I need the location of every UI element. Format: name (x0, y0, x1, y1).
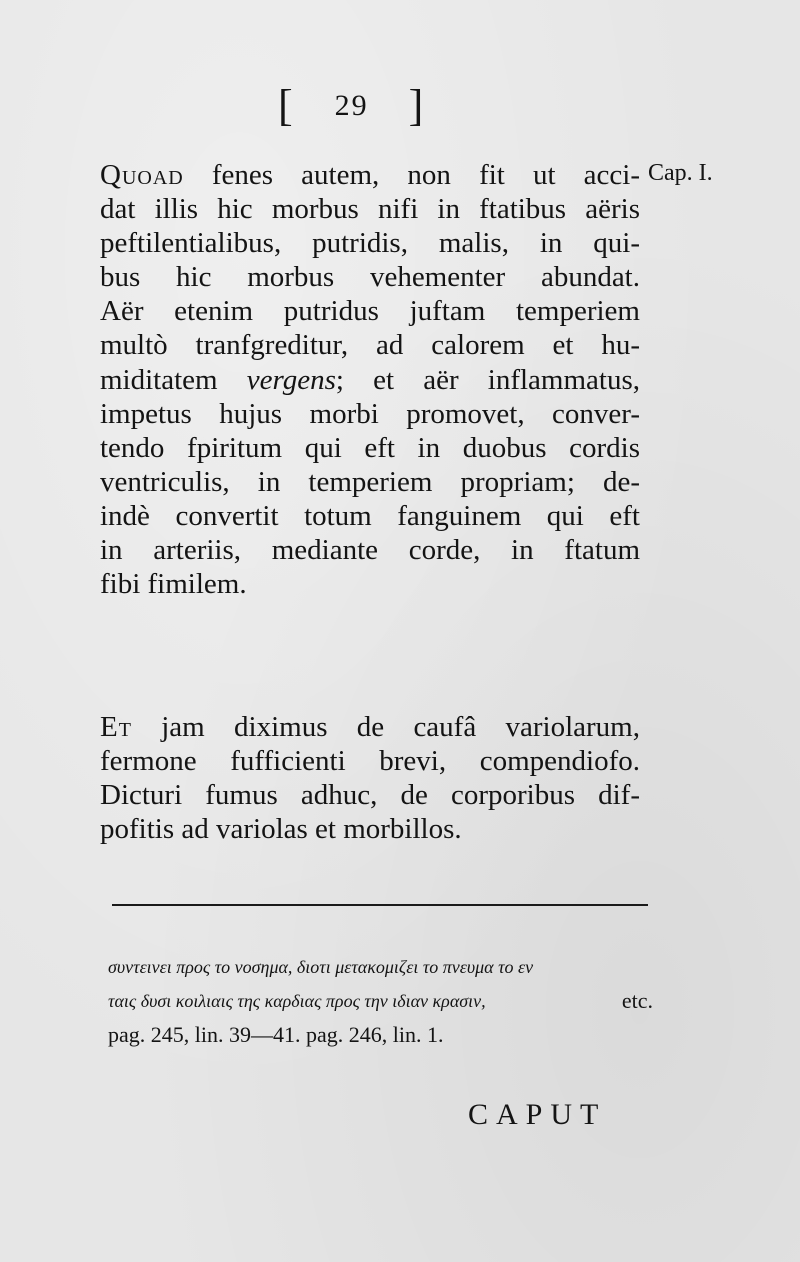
paragraph-2 (100, 710, 640, 846)
page-reference: pag. 245, lin. 39—41. pag. 246, lin. 1. (108, 1022, 444, 1047)
footnote-rule (112, 904, 648, 906)
greek-line: συντεινει προς το νοσημα, διοτι μετακομιζει το πνευμα το εν (108, 957, 534, 977)
page-number-header (278, 80, 425, 131)
text-line: indè convertit totum fanguinem qui eft (100, 499, 640, 532)
footnote (108, 950, 653, 1052)
text-line: impetus hujus morbi promovet, conver- (100, 397, 640, 430)
text-line: dat illis hic morbus nifi in ftatibus aëris (100, 193, 640, 226)
bracket-close: ] (408, 81, 426, 130)
text-line: Dicturi fumus adhuc, de corporibus dif- (100, 779, 640, 812)
text-line: Aër etenim putridus juftam temperiem (100, 295, 640, 328)
text-line: miditatem vergens; et aër inflammatus, (100, 363, 641, 396)
text-line: pofitis ad variolas et morbillos. (100, 813, 462, 846)
text-line: multò tranfgreditur, ad calorem et hu- (100, 329, 640, 362)
text-line: fibi fimilem. (100, 568, 247, 601)
catchword: CAPUT (468, 1098, 607, 1131)
text-line: in arteriis, mediante corde, in ftatum (100, 534, 640, 567)
text-line: fermone fufficienti brevi, compendiofo. (100, 745, 640, 778)
page-number: 29 (334, 88, 369, 122)
text-line: Et jam diximus de caufâ variolarum, (100, 711, 640, 743)
text-line: peftilentialibus, putridis, malis, in qui- (100, 227, 640, 260)
bracket-open: [ (278, 81, 295, 130)
greek-line: ταις δυσι κοιλιαις της καρδιας προς την ιδιαν κρασιν, etc. (108, 988, 653, 1013)
initial-word: Et (100, 711, 132, 743)
text-line: ventriculis, in temperiem propriam; de- (100, 465, 640, 498)
text-line: Quoad fenes autem, non fit ut acci- (100, 159, 640, 191)
initial-word: Quoad (100, 159, 184, 191)
margin-note: Cap. I. (648, 160, 713, 186)
text-line: tendo fpiritum qui eft in duobus cordis (100, 431, 640, 464)
italic-word: vergens (246, 363, 336, 396)
text-line: bus hic morbus vehementer abundat. (100, 261, 640, 294)
paragraph-1 (100, 158, 640, 601)
